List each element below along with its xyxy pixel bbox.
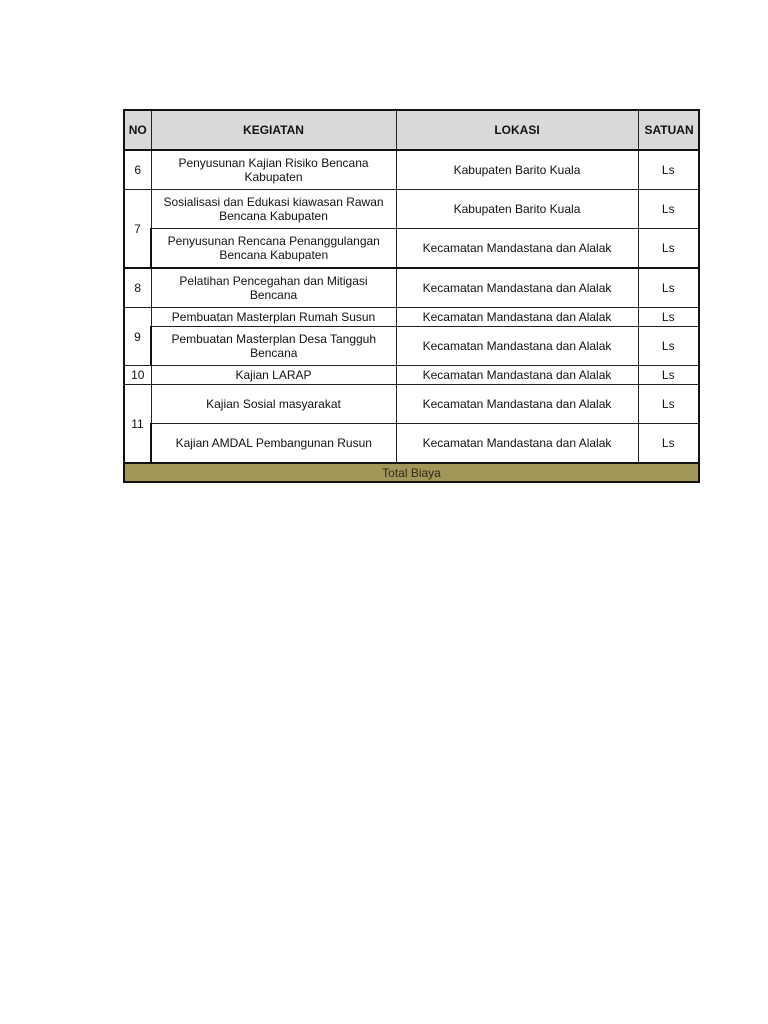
lokasi-cell: Kecamatan Mandastana dan Alalak	[396, 366, 638, 385]
table-row	[124, 268, 699, 308]
kegiatan-cell: Sosialisasi dan Edukasi kiawasan Rawan Bencana Kabupaten	[151, 190, 396, 229]
table-header-row	[124, 110, 699, 150]
row-number: 8	[124, 268, 151, 308]
lokasi-cell: Kecamatan Mandastana dan Alalak	[396, 424, 638, 464]
satuan-cell: Ls	[638, 229, 699, 269]
table-row	[124, 308, 699, 327]
total-row	[124, 463, 699, 482]
row-number: 11	[124, 385, 151, 464]
header-lokasi: LOKASI	[396, 110, 638, 150]
kegiatan-cell: Pembuatan Masterplan Desa Tangguh Bencana	[151, 327, 396, 366]
lokasi-cell: Kecamatan Mandastana dan Alalak	[396, 229, 638, 269]
table-row	[124, 150, 699, 190]
table-row	[124, 424, 699, 464]
total-label: Total Biaya	[124, 463, 699, 482]
satuan-cell: Ls	[638, 190, 699, 229]
satuan-cell: Ls	[638, 150, 699, 190]
table-row	[124, 229, 699, 269]
row-number: 7	[124, 190, 151, 269]
satuan-cell: Ls	[638, 366, 699, 385]
satuan-cell: Ls	[638, 424, 699, 464]
kegiatan-cell: Kajian Sosial masyarakat	[151, 385, 396, 424]
table-row	[124, 385, 699, 424]
satuan-cell: Ls	[638, 385, 699, 424]
satuan-cell: Ls	[638, 268, 699, 308]
table-row	[124, 327, 699, 366]
kegiatan-cell: Penyusunan Rencana Penanggulangan Bencana Kabupaten	[151, 229, 396, 269]
lokasi-cell: Kecamatan Mandastana dan Alalak	[396, 385, 638, 424]
table-row	[124, 366, 699, 385]
row-number: 6	[124, 150, 151, 190]
lokasi-cell: Kecamatan Mandastana dan Alalak	[396, 327, 638, 366]
lokasi-cell: Kecamatan Mandastana dan Alalak	[396, 308, 638, 327]
lokasi-cell: Kecamatan Mandastana dan Alalak	[396, 268, 638, 308]
header-no: NO	[124, 110, 151, 150]
row-number: 9	[124, 308, 151, 366]
kegiatan-cell: Pembuatan Masterplan Rumah Susun	[151, 308, 396, 327]
satuan-cell: Ls	[638, 308, 699, 327]
header-satuan: SATUAN	[638, 110, 699, 150]
lokasi-cell: Kabupaten Barito Kuala	[396, 150, 638, 190]
satuan-cell: Ls	[638, 327, 699, 366]
kegiatan-cell: Penyusunan Kajian Risiko Bencana Kabupaten	[151, 150, 396, 190]
lokasi-cell: Kabupaten Barito Kuala	[396, 190, 638, 229]
kegiatan-cell: Pelatihan Pencegahan dan Mitigasi Bencana	[151, 268, 396, 308]
header-kegiatan: KEGIATAN	[151, 110, 396, 150]
row-number: 10	[124, 366, 151, 385]
kegiatan-cell: Kajian LARAP	[151, 366, 396, 385]
kegiatan-cell: Kajian AMDAL Pembangunan Rusun	[151, 424, 396, 464]
table-row	[124, 190, 699, 229]
activity-table	[123, 109, 700, 483]
